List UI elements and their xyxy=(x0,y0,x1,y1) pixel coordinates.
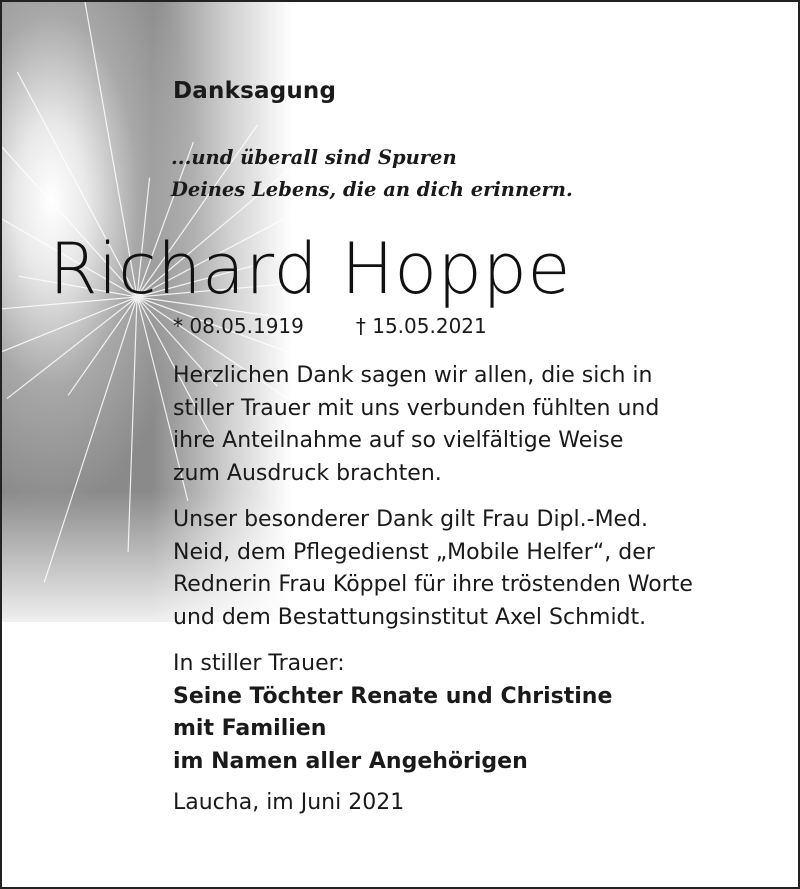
text-line: Unser besonderer Dank gilt Frau Dipl.-Med. xyxy=(173,507,649,532)
birth-date: * 08.05.1919 xyxy=(173,314,304,338)
signer-line: mit Familien xyxy=(173,716,327,741)
motto-line: ...und überall sind Spuren xyxy=(171,146,457,169)
mourning-intro: In stiller Trauer: xyxy=(173,651,345,676)
motto-line: Deines Lebens, die an dich erinnern. xyxy=(171,178,573,201)
text-line: ihre Anteilnahme auf so vielfältige Weise xyxy=(173,428,624,453)
motto-quote xyxy=(171,142,573,206)
text-line: Neid, dem Pflegedienst „Mobile Helfer“, der xyxy=(173,539,655,565)
notice-heading: Danksagung xyxy=(173,78,337,104)
place-and-date: Laucha, im Juni 2021 xyxy=(173,790,405,815)
text-line: Herzlichen Dank sagen wir allen, die sich in xyxy=(173,363,653,388)
text-line: und dem Bestattungsinstitut Axel Schmidt. xyxy=(173,604,647,630)
mourners-block xyxy=(173,648,612,778)
text-line: zum Ausdruck brachten. xyxy=(173,460,442,486)
text-line: Rednerin Frau Köppel für ihre tröstenden Worte xyxy=(173,572,693,597)
text-line: stiller Trauer mit uns verbunden fühlten und xyxy=(173,395,660,421)
thanks-paragraph xyxy=(173,360,659,490)
deceased-name: Richard Hoppe xyxy=(49,228,571,310)
death-date: † 15.05.2021 xyxy=(355,314,487,338)
signer-line: Seine Töchter Renate und Christine xyxy=(173,683,613,709)
signers xyxy=(173,681,612,779)
life-dates xyxy=(173,314,487,338)
signer-line: im Namen aller Angehörigen xyxy=(173,748,528,774)
special-thanks-paragraph xyxy=(173,504,693,634)
